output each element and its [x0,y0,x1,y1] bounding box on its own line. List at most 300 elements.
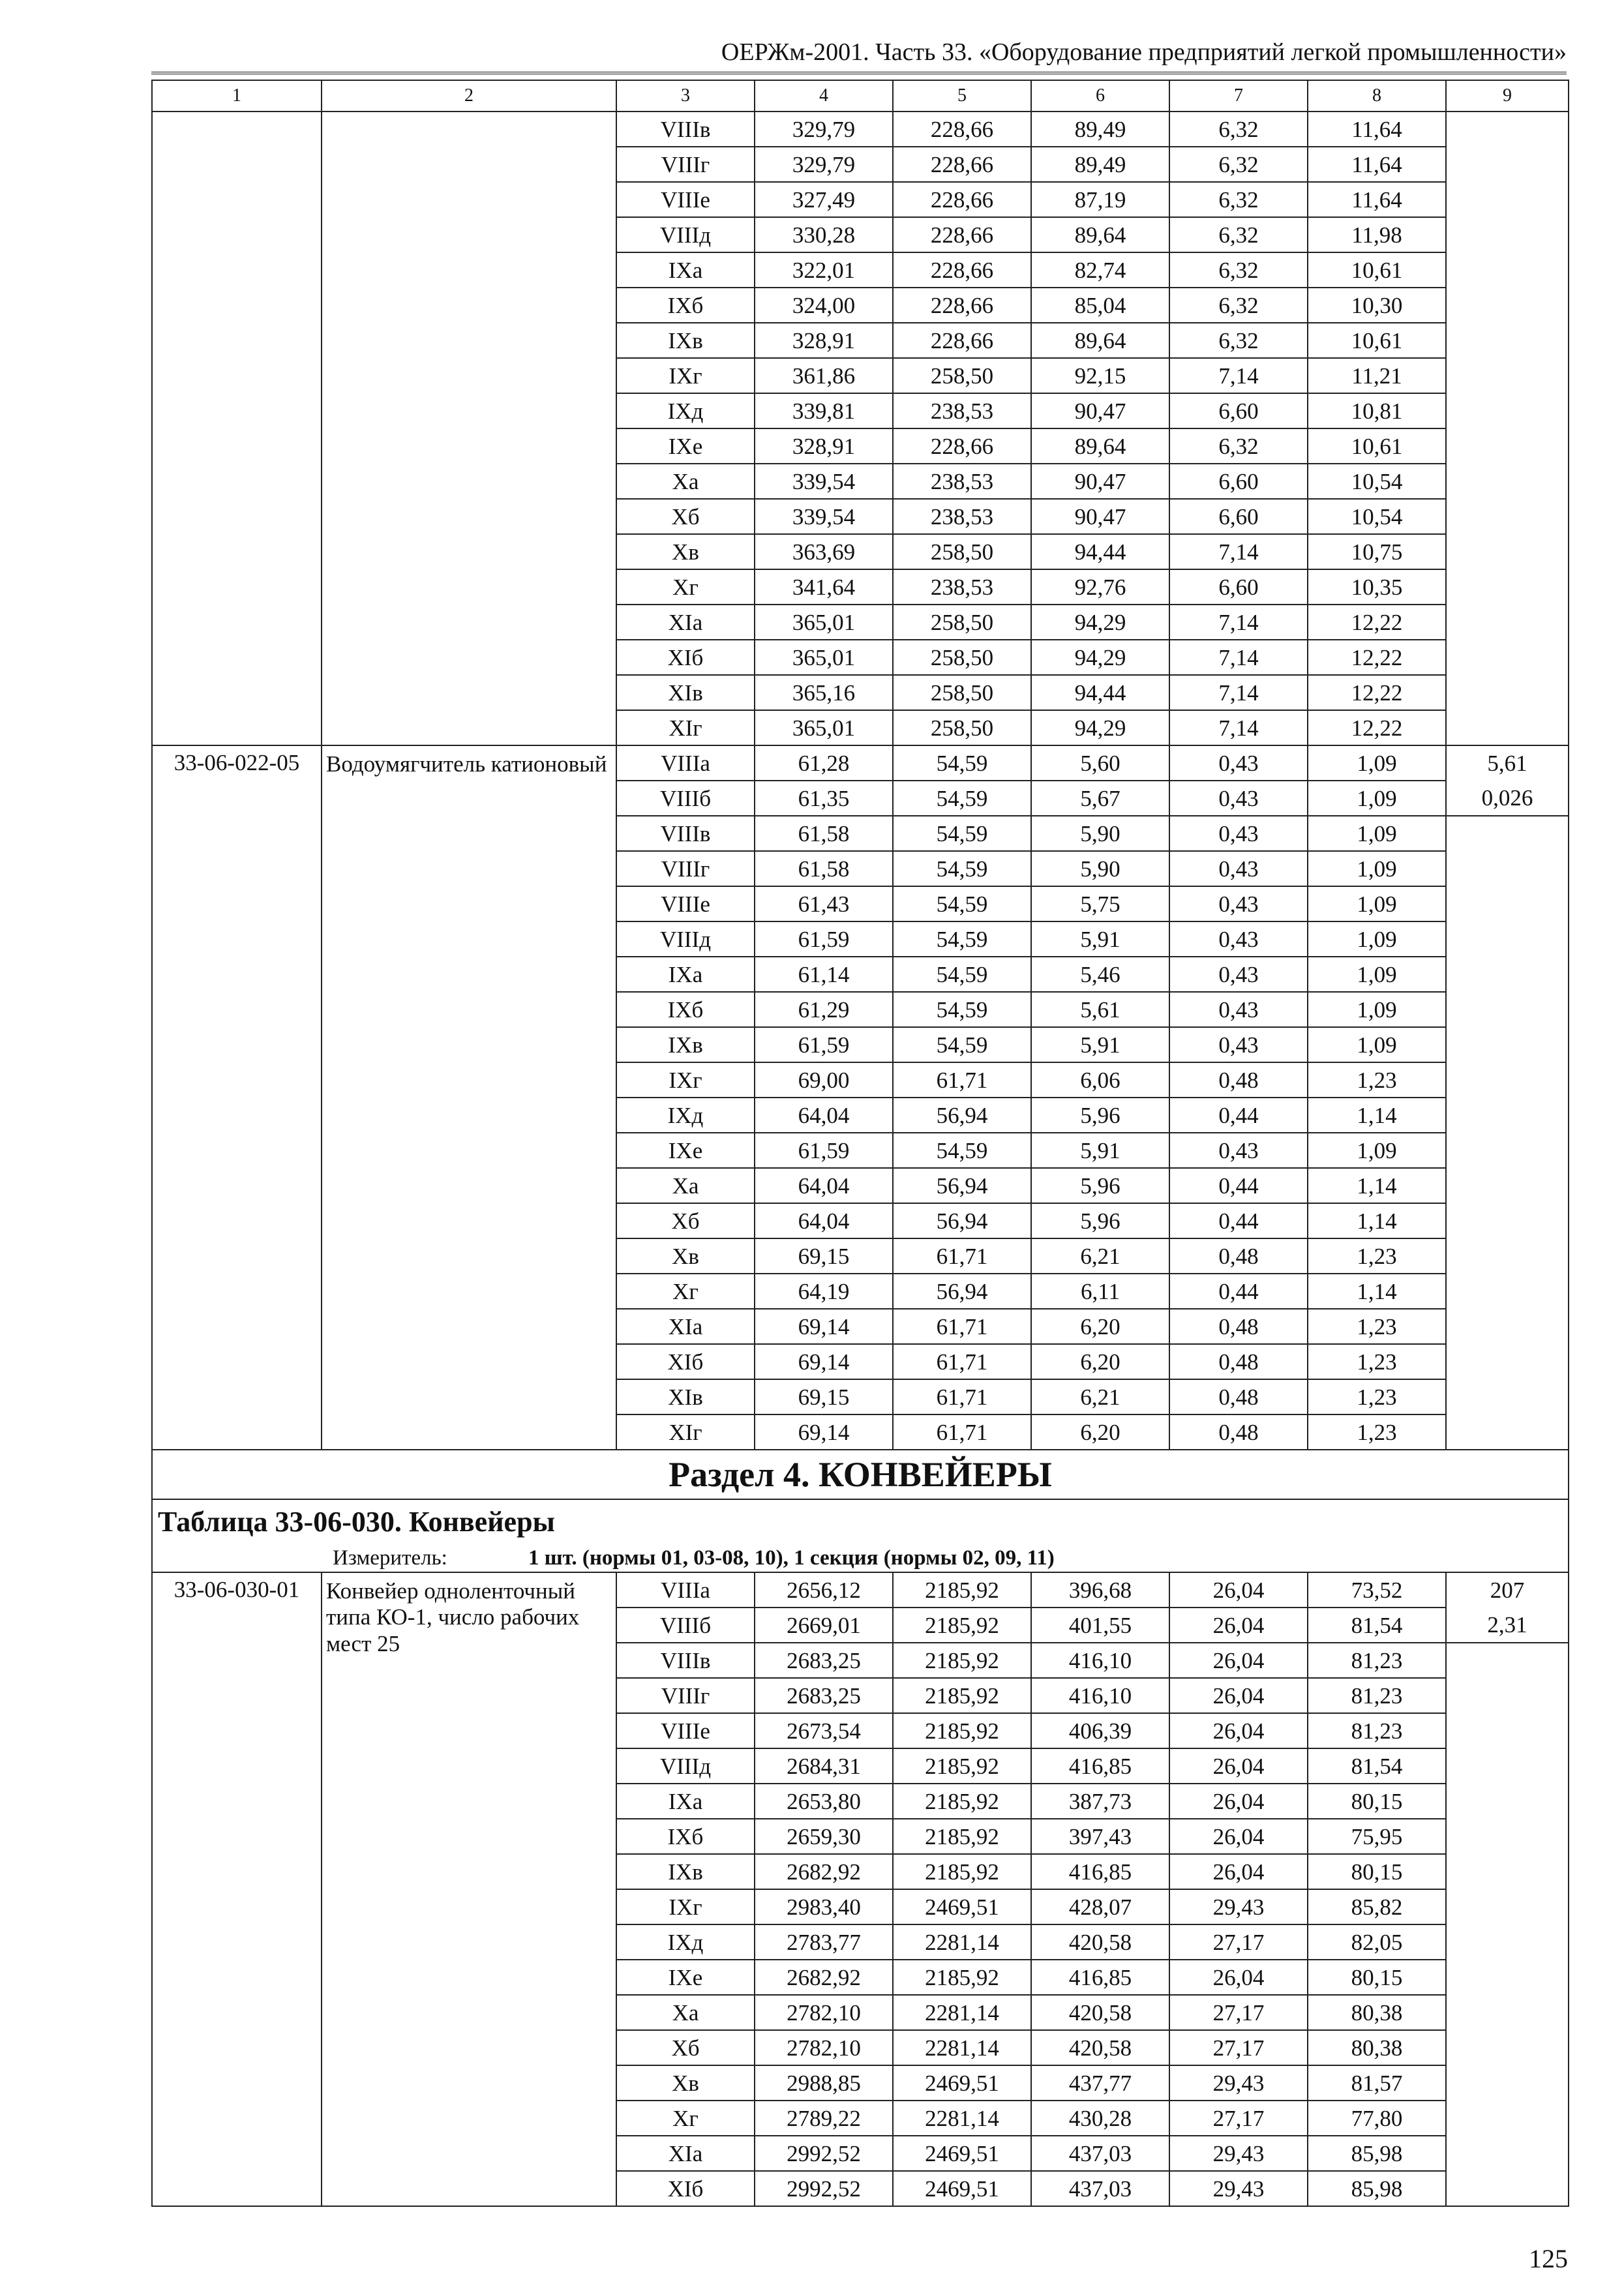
value-cell: 322,01 [755,252,893,288]
norm-name: Конвейер одноленточный типа КО-1, число рабочих мест 25 [322,1572,616,2206]
value-cell: 81,23 [1308,1678,1446,1713]
value-cell: 61,59 [755,1133,893,1168]
zone-cell: IXг [616,358,755,393]
value-cell: 1,09 [1308,1133,1446,1168]
zone-cell: Xа [616,1995,755,2030]
value-cell: 0,43 [1169,851,1308,886]
value-cell: 6,32 [1169,182,1308,217]
norm-name [322,112,616,745]
value-cell: 26,04 [1169,1854,1308,1889]
value-cell: 26,04 [1169,1678,1308,1713]
zone-cell: VIIIд [616,1748,755,1784]
zone-cell: VIIIг [616,147,755,182]
value-cell: 0,44 [1169,1168,1308,1203]
value-cell: 0,43 [1169,921,1308,957]
column-header-row [152,80,1569,112]
value-cell: 329,79 [755,112,893,147]
value-cell: 339,54 [755,499,893,534]
value-cell: 324,00 [755,288,893,323]
value-cell: 69,15 [755,1238,893,1274]
value-cell: 6,60 [1169,393,1308,428]
column-header: 7 [1169,80,1308,112]
value-cell: 5,96 [1031,1203,1169,1238]
value-cell: 1,14 [1308,1168,1446,1203]
zone-cell: IXв [616,323,755,358]
column-header: 8 [1308,80,1446,112]
value-cell: 1,23 [1308,1344,1446,1379]
value-cell: 341,64 [755,569,893,605]
value-cell: 2469,51 [893,2171,1031,2206]
value-cell: 6,32 [1169,252,1308,288]
value-cell: 10,75 [1308,534,1446,569]
value-cell: 228,66 [893,147,1031,182]
zone-cell: VIIIа [616,1572,755,1608]
value-cell: 2782,10 [755,2030,893,2065]
value-cell: 61,29 [755,992,893,1027]
value-cell: 2683,25 [755,1678,893,1713]
value-cell: 2185,92 [893,1678,1031,1713]
value-cell: 54,59 [893,886,1031,921]
value-cell: 2682,92 [755,1960,893,1995]
value-cell: 0,48 [1169,1238,1308,1274]
value-cell: 5,91 [1031,921,1169,957]
value-cell: 61,58 [755,816,893,851]
value-cell: 420,58 [1031,1924,1169,1960]
value-cell: 6,06 [1031,1062,1169,1098]
value-cell: 12,22 [1308,605,1446,640]
value-cell: 0,43 [1169,886,1308,921]
value-cell: 365,16 [755,675,893,710]
value-cell: 12,22 [1308,710,1446,745]
value-cell: 416,10 [1031,1678,1169,1713]
value-cell: 238,53 [893,393,1031,428]
col9-value: 0,026 [1446,781,1569,816]
column-header: 3 [616,80,755,112]
value-cell: 27,17 [1169,1924,1308,1960]
zone-cell: VIIIд [616,921,755,957]
value-cell: 0,43 [1169,1027,1308,1062]
value-cell: 416,10 [1031,1643,1169,1678]
zone-cell: VIIIа [616,745,755,781]
value-cell: 69,00 [755,1062,893,1098]
value-cell: 2469,51 [893,2136,1031,2171]
value-cell: 0,44 [1169,1098,1308,1133]
value-cell: 81,23 [1308,1643,1446,1678]
value-cell: 81,54 [1308,1608,1446,1643]
value-cell: 92,76 [1031,569,1169,605]
value-cell: 328,91 [755,323,893,358]
value-cell: 29,43 [1169,2136,1308,2171]
value-cell: 94,29 [1031,710,1169,745]
col9-value: 207 [1446,1572,1569,1608]
value-cell: 61,28 [755,745,893,781]
value-cell: 7,14 [1169,358,1308,393]
value-cell: 1,09 [1308,745,1446,781]
value-cell: 80,38 [1308,1995,1446,2030]
zone-cell: XIа [616,605,755,640]
value-cell: 2469,51 [893,2065,1031,2101]
value-cell: 80,15 [1308,1960,1446,1995]
value-cell: 1,14 [1308,1203,1446,1238]
value-cell: 2185,92 [893,1748,1031,1784]
value-cell: 0,43 [1169,1133,1308,1168]
value-cell: 0,43 [1169,992,1308,1027]
value-cell: 80,38 [1308,2030,1446,2065]
column-header: 4 [755,80,893,112]
value-cell: 89,64 [1031,323,1169,358]
value-cell: 69,14 [755,1344,893,1379]
value-cell: 330,28 [755,217,893,252]
value-cell: 1,09 [1308,781,1446,816]
value-cell: 6,32 [1169,323,1308,358]
value-cell: 238,53 [893,464,1031,499]
value-cell: 61,71 [893,1344,1031,1379]
value-cell: 10,35 [1308,569,1446,605]
value-cell: 80,15 [1308,1784,1446,1819]
value-cell: 12,22 [1308,640,1446,675]
value-cell: 92,15 [1031,358,1169,393]
value-cell: 258,50 [893,710,1031,745]
value-cell: 5,91 [1031,1133,1169,1168]
zone-cell: Xа [616,1168,755,1203]
value-cell: 1,23 [1308,1062,1446,1098]
value-cell: 6,21 [1031,1238,1169,1274]
value-cell: 258,50 [893,675,1031,710]
zone-cell: VIIIг [616,1678,755,1713]
value-cell: 54,59 [893,745,1031,781]
value-cell: 437,77 [1031,2065,1169,2101]
value-cell: 5,61 [1031,992,1169,1027]
value-cell: 54,59 [893,992,1031,1027]
value-cell: 2185,92 [893,1608,1031,1643]
value-cell: 54,59 [893,957,1031,992]
value-cell: 2281,14 [893,2101,1031,2136]
zone-cell: Xб [616,1203,755,1238]
zone-cell: XIа [616,1309,755,1344]
zone-cell: VIIIв [616,816,755,851]
value-cell: 1,09 [1308,816,1446,851]
value-cell: 6,32 [1169,147,1308,182]
table-row [152,745,1569,781]
norm-code: 33-06-022-05 [152,745,322,1450]
value-cell: 238,53 [893,569,1031,605]
section-title: Раздел 4. КОНВЕЙЕРЫ [152,1450,1569,1499]
zone-cell: IXг [616,1062,755,1098]
value-cell: 2281,14 [893,1995,1031,2030]
zone-cell: IXг [616,1889,755,1924]
value-cell: 238,53 [893,499,1031,534]
value-cell: 5,91 [1031,1027,1169,1062]
value-cell: 7,14 [1169,710,1308,745]
value-cell: 1,09 [1308,1027,1446,1062]
value-cell: 416,85 [1031,1748,1169,1784]
zone-cell: IXд [616,393,755,428]
value-cell: 6,20 [1031,1309,1169,1344]
zone-cell: IXе [616,428,755,464]
value-cell: 1,09 [1308,921,1446,957]
value-cell: 2992,52 [755,2136,893,2171]
zone-cell: IXд [616,1924,755,1960]
value-cell: 27,17 [1169,2030,1308,2065]
value-cell: 5,67 [1031,781,1169,816]
value-cell: 11,98 [1308,217,1446,252]
value-cell: 1,14 [1308,1098,1446,1133]
value-cell: 437,03 [1031,2171,1169,2206]
zone-cell: XIг [616,1414,755,1450]
value-cell: 2983,40 [755,1889,893,1924]
value-cell: 94,44 [1031,534,1169,569]
value-cell: 228,66 [893,112,1031,147]
value-cell: 1,14 [1308,1274,1446,1309]
value-cell: 6,60 [1169,569,1308,605]
zone-cell: XIг [616,710,755,745]
value-cell: 365,01 [755,640,893,675]
value-cell: 90,47 [1031,464,1169,499]
zone-cell: Xв [616,1238,755,1274]
value-cell: 2469,51 [893,1889,1031,1924]
value-cell: 26,04 [1169,1784,1308,1819]
value-cell: 26,04 [1169,1572,1308,1608]
section-row [152,1450,1569,1499]
value-cell: 2185,92 [893,1572,1031,1608]
value-cell: 85,98 [1308,2136,1446,2171]
value-cell: 61,58 [755,851,893,886]
value-cell: 10,54 [1308,499,1446,534]
value-cell: 401,55 [1031,1608,1169,1643]
value-cell: 1,23 [1308,1414,1446,1450]
value-cell: 228,66 [893,428,1031,464]
value-cell: 2783,77 [755,1924,893,1960]
value-cell: 64,04 [755,1203,893,1238]
value-cell: 69,14 [755,1414,893,1450]
value-cell: 6,32 [1169,428,1308,464]
value-cell: 2185,92 [893,1784,1031,1819]
value-cell: 64,04 [755,1168,893,1203]
column-header: 6 [1031,80,1169,112]
value-cell: 2185,92 [893,1854,1031,1889]
value-cell: 89,64 [1031,428,1169,464]
zone-cell: Xг [616,569,755,605]
value-cell: 416,85 [1031,1960,1169,1995]
value-cell: 406,39 [1031,1713,1169,1748]
value-cell: 5,96 [1031,1098,1169,1133]
value-cell: 54,59 [893,1027,1031,1062]
norm-code: 33-06-030-01 [152,1572,322,2206]
value-cell: 54,59 [893,816,1031,851]
zone-cell: Xа [616,464,755,499]
table-title-row [152,1499,1569,1544]
zone-cell: VIIIб [616,1608,755,1643]
value-cell: 420,58 [1031,2030,1169,2065]
value-cell: 2992,52 [755,2171,893,2206]
value-cell: 7,14 [1169,605,1308,640]
value-cell: 5,90 [1031,851,1169,886]
value-cell: 94,29 [1031,640,1169,675]
value-cell: 61,35 [755,781,893,816]
value-cell: 6,32 [1169,112,1308,147]
value-cell: 10,81 [1308,393,1446,428]
value-cell: 228,66 [893,217,1031,252]
zone-cell: IXд [616,1098,755,1133]
value-cell: 10,54 [1308,464,1446,499]
zone-cell: XIб [616,2171,755,2206]
value-cell: 1,23 [1308,1238,1446,1274]
value-cell: 10,61 [1308,252,1446,288]
value-cell: 29,43 [1169,2171,1308,2206]
value-cell: 0,48 [1169,1414,1308,1450]
value-cell: 56,94 [893,1168,1031,1203]
zone-cell: Xб [616,2030,755,2065]
value-cell: 0,43 [1169,781,1308,816]
value-cell: 89,64 [1031,217,1169,252]
value-cell: 2185,92 [893,1960,1031,1995]
value-cell: 73,52 [1308,1572,1446,1608]
meter-cell [152,1544,1569,1572]
zone-cell: XIа [616,2136,755,2171]
value-cell: 228,66 [893,252,1031,288]
value-cell: 61,59 [755,1027,893,1062]
value-cell: 27,17 [1169,1995,1308,2030]
value-cell: 365,01 [755,710,893,745]
value-cell: 7,14 [1169,675,1308,710]
value-cell: 64,19 [755,1274,893,1309]
value-cell: 94,44 [1031,675,1169,710]
value-cell: 2185,92 [893,1713,1031,1748]
value-cell: 10,61 [1308,428,1446,464]
zone-cell: IXб [616,288,755,323]
table-row [152,112,1569,147]
value-cell: 26,04 [1169,1713,1308,1748]
page-number: 125 [1529,2244,1568,2273]
value-cell: 89,49 [1031,147,1169,182]
value-cell: 94,29 [1031,605,1169,640]
value-cell: 54,59 [893,781,1031,816]
zone-cell: VIIIе [616,886,755,921]
value-cell: 54,59 [893,851,1031,886]
column-header: 5 [893,80,1031,112]
value-cell: 6,32 [1169,217,1308,252]
value-cell: 29,43 [1169,2065,1308,2101]
table-title: Таблица 33-06-030. Конвейеры [152,1499,1569,1544]
zone-cell: VIIIг [616,851,755,886]
value-cell: 2185,92 [893,1819,1031,1854]
col9-empty [1446,1643,1569,2206]
value-cell: 0,48 [1169,1309,1308,1344]
value-cell: 75,95 [1308,1819,1446,1854]
value-cell: 56,94 [893,1203,1031,1238]
value-cell: 90,47 [1031,499,1169,534]
meter-row [152,1544,1569,1572]
value-cell: 0,48 [1169,1062,1308,1098]
value-cell: 6,20 [1031,1344,1169,1379]
zone-cell: IXв [616,1027,755,1062]
norm-code [152,112,322,745]
value-cell: 0,44 [1169,1203,1308,1238]
value-cell: 0,43 [1169,957,1308,992]
value-cell: 6,32 [1169,288,1308,323]
value-cell: 81,54 [1308,1748,1446,1784]
zone-cell: IXб [616,992,755,1027]
meter-value: 1 шт. (нормы 01, 03-08, 10), 1 секция (нормы 02, 09, 11) [528,1546,1055,1570]
value-cell: 2683,25 [755,1643,893,1678]
value-cell: 64,04 [755,1098,893,1133]
value-cell: 2782,10 [755,1995,893,2030]
value-cell: 258,50 [893,605,1031,640]
value-cell: 11,21 [1308,358,1446,393]
value-cell: 10,61 [1308,323,1446,358]
value-cell: 26,04 [1169,1819,1308,1854]
value-cell: 2684,31 [755,1748,893,1784]
value-cell: 0,44 [1169,1274,1308,1309]
value-cell: 56,94 [893,1098,1031,1133]
value-cell: 2789,22 [755,2101,893,2136]
value-cell: 437,03 [1031,2136,1169,2171]
zone-cell: IXа [616,1784,755,1819]
value-cell: 228,66 [893,323,1031,358]
value-cell: 7,14 [1169,640,1308,675]
value-cell: 61,14 [755,957,893,992]
zone-cell: Xб [616,499,755,534]
zone-cell: Xв [616,534,755,569]
value-cell: 1,23 [1308,1309,1446,1344]
value-cell: 2281,14 [893,2030,1031,2065]
value-cell: 11,64 [1308,112,1446,147]
value-cell: 69,15 [755,1379,893,1414]
value-cell: 87,19 [1031,182,1169,217]
zone-cell: VIIIе [616,182,755,217]
value-cell: 61,71 [893,1414,1031,1450]
value-cell: 61,71 [893,1379,1031,1414]
value-cell: 77,80 [1308,2101,1446,2136]
zone-cell: VIIIв [616,1643,755,1678]
value-cell: 328,91 [755,428,893,464]
price-table [151,80,1569,2207]
value-cell: 6,60 [1169,464,1308,499]
value-cell: 0,48 [1169,1344,1308,1379]
value-cell: 7,14 [1169,534,1308,569]
value-cell: 228,66 [893,288,1031,323]
zone-cell: Xв [616,2065,755,2101]
value-cell: 430,28 [1031,2101,1169,2136]
zone-cell: IXа [616,252,755,288]
value-cell: 5,46 [1031,957,1169,992]
value-cell: 5,90 [1031,816,1169,851]
value-cell: 2653,80 [755,1784,893,1819]
zone-cell: IXв [616,1854,755,1889]
value-cell: 5,75 [1031,886,1169,921]
value-cell: 258,50 [893,534,1031,569]
value-cell: 61,43 [755,886,893,921]
value-cell: 2673,54 [755,1713,893,1748]
value-cell: 6,20 [1031,1414,1169,1450]
value-cell: 27,17 [1169,2101,1308,2136]
value-cell: 1,23 [1308,1379,1446,1414]
zone-cell: Xг [616,1274,755,1309]
value-cell: 69,14 [755,1309,893,1344]
value-cell: 6,21 [1031,1379,1169,1414]
value-cell: 5,96 [1031,1168,1169,1203]
value-cell: 81,23 [1308,1713,1446,1748]
value-cell: 5,60 [1031,745,1169,781]
value-cell: 0,43 [1169,816,1308,851]
zone-cell: IXе [616,1133,755,1168]
value-cell: 365,01 [755,605,893,640]
zone-cell: VIIIб [616,781,755,816]
value-cell: 61,71 [893,1238,1031,1274]
value-cell: 2281,14 [893,1924,1031,1960]
value-cell: 11,64 [1308,147,1446,182]
zone-cell: IXе [616,1960,755,1995]
